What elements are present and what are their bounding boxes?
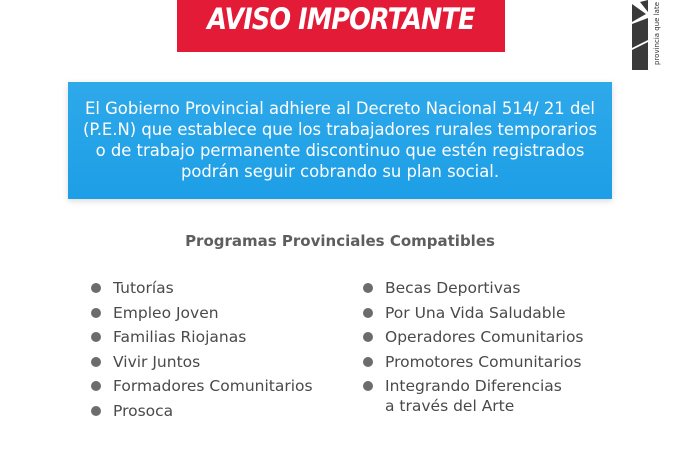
title-banner: [177, 0, 505, 52]
bullet-icon: [363, 357, 373, 367]
bullet-icon: [363, 381, 373, 391]
list-item: Promotores Comunitarios: [362, 352, 584, 372]
programs-title: Programas Provinciales Compatibles: [185, 232, 495, 250]
page-title: AVISO IMPORTANTE: [207, 2, 475, 36]
list-item: Becas Deportivas: [362, 278, 584, 298]
notice-box: [68, 82, 612, 199]
programs-list-right: [362, 278, 584, 421]
list-item: Formadores Comunitarios: [90, 376, 313, 396]
bullet-icon: [91, 308, 101, 318]
bullet-icon: [91, 381, 101, 391]
programs-list-left: [90, 278, 313, 426]
list-item: Por Una Vida Saludable: [362, 303, 584, 323]
list-item: Empleo Joven: [90, 303, 313, 323]
list-item: Tutorías: [90, 278, 313, 298]
bullet-icon: [363, 308, 373, 318]
bullet-icon: [91, 332, 101, 342]
logo-text: provincia que late: [653, 2, 661, 65]
bullet-icon: [91, 283, 101, 293]
bullet-icon: [91, 357, 101, 367]
list-item: Familias Riojanas: [90, 327, 313, 347]
list-item: Integrando Diferencias a través del Arte: [362, 376, 584, 416]
list-item: Operadores Comunitarios: [362, 327, 584, 347]
logo-tagline: [653, 2, 665, 72]
bullet-icon: [91, 406, 101, 416]
bullet-icon: [363, 283, 373, 293]
list-item: Prosoca: [90, 401, 313, 421]
bullet-icon: [363, 332, 373, 342]
list-item: Vivir Juntos: [90, 352, 313, 372]
notice-text: El Gobierno Provincial adhiere al Decreto Nacional 514/ 21 del (P.E.N) que establece que los trabajadores rurales temporarios o de trabajo permanente discontinuo que estén registrados podrán seguir cobrando su plan social.: [82, 98, 598, 181]
